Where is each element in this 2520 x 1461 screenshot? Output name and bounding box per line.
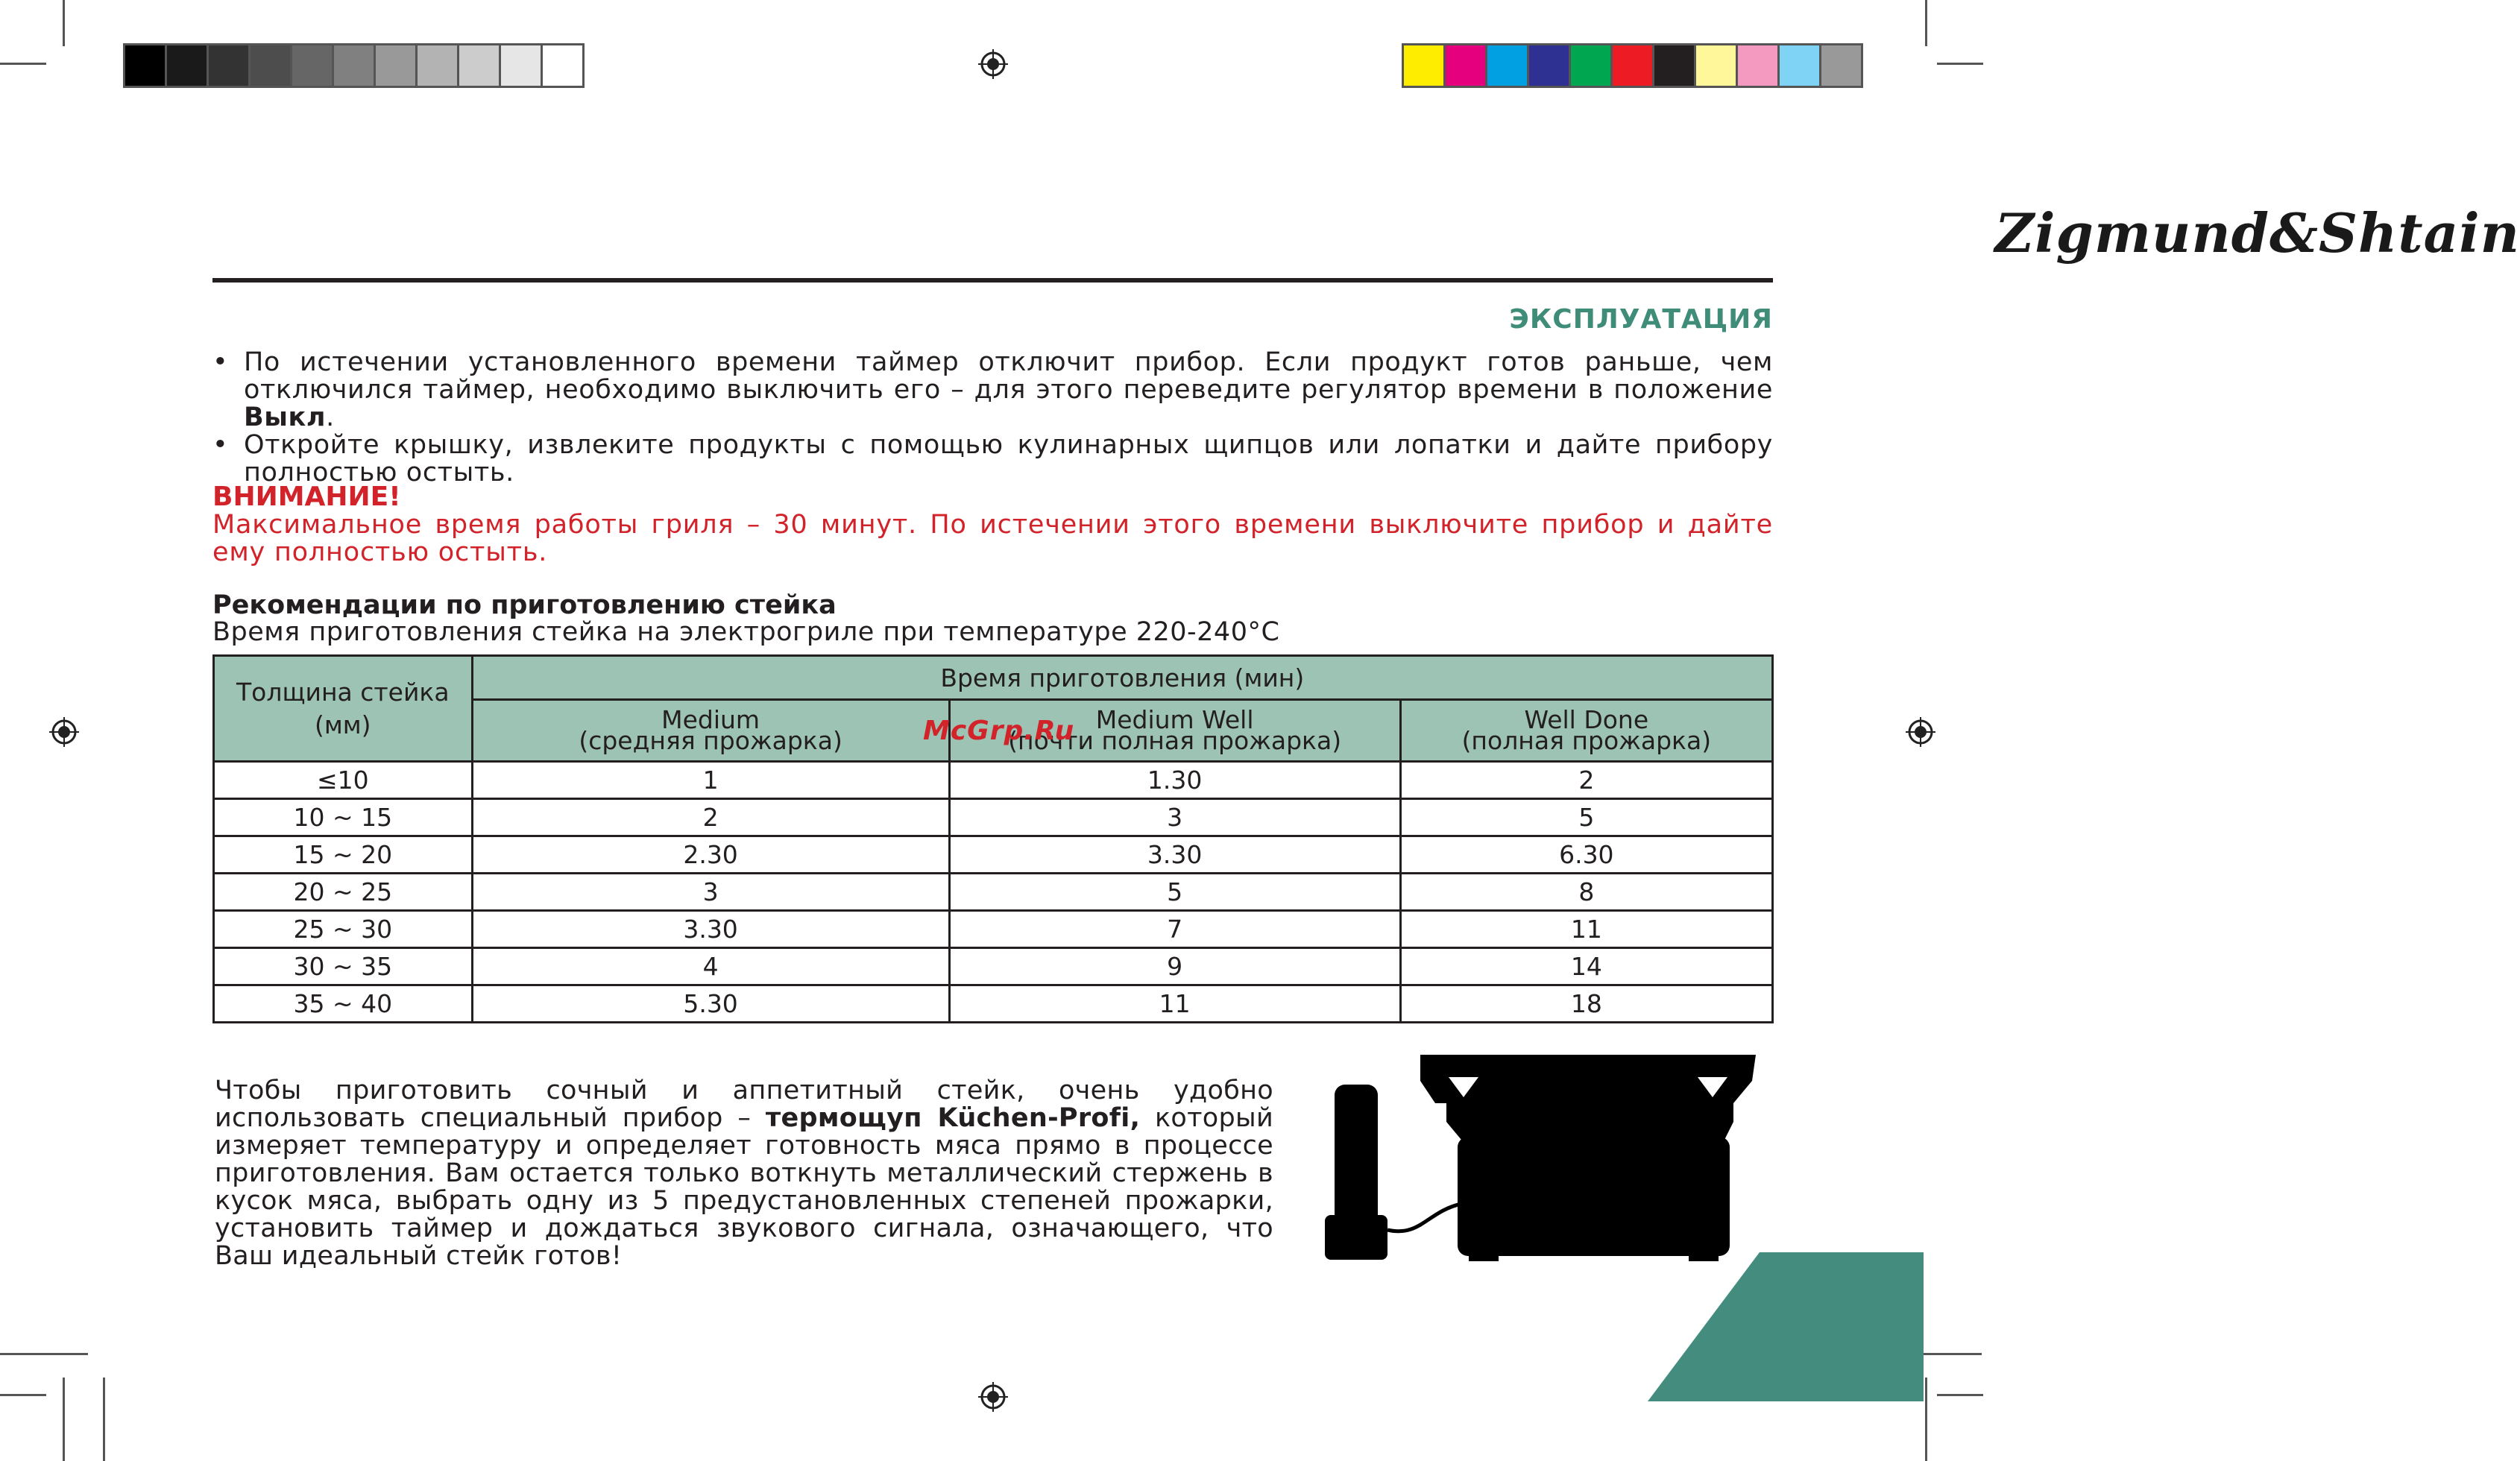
color-swatch bbox=[459, 45, 501, 86]
crop-mark bbox=[0, 1394, 46, 1396]
color-swatch bbox=[376, 45, 418, 86]
table-cell: ≤10 bbox=[214, 762, 473, 799]
registration-mark-icon bbox=[1906, 717, 1935, 747]
column-header-well-done bbox=[1400, 700, 1772, 762]
thickness-header-label: Толщина стейка bbox=[236, 677, 450, 707]
color-swatch bbox=[292, 45, 334, 86]
column-header-medium bbox=[472, 700, 949, 762]
table-cell: 3.30 bbox=[949, 836, 1400, 874]
table-cell: 5 bbox=[949, 874, 1400, 911]
color-swatch bbox=[1404, 45, 1446, 86]
table-cell: 2 bbox=[472, 799, 949, 836]
color-swatch bbox=[1571, 45, 1613, 86]
thickness-header-unit: (мм) bbox=[315, 710, 371, 739]
table-cell: 20 ~ 25 bbox=[214, 874, 473, 911]
brand-logo: Zigmund&Shtain bbox=[1994, 201, 2520, 265]
corner-decoration bbox=[1648, 1252, 1924, 1401]
paragraph-text: Чтобы приготовить сочный и аппетитный стейк, очень удобно использовать специальный прибор – bbox=[215, 1076, 1273, 1133]
color-swatch bbox=[501, 45, 543, 86]
instruction-list bbox=[212, 349, 1773, 487]
column-note: (средняя прожарка) bbox=[579, 726, 842, 755]
table-cell: 1 bbox=[472, 762, 949, 799]
grill-and-thermoprobe-image bbox=[1316, 1051, 1763, 1263]
paragraph-bold: термощуп Küchen-Profi, bbox=[765, 1103, 1141, 1133]
warning-title: ВНИМАНИЕ! bbox=[212, 482, 401, 512]
column-name: Well Done bbox=[1524, 705, 1649, 734]
thickness-header bbox=[214, 656, 473, 762]
recommendations-title: Рекомендации по приготовлению стейка bbox=[212, 590, 837, 620]
table-cell: 18 bbox=[1400, 985, 1772, 1023]
color-swatch bbox=[167, 45, 209, 86]
registration-mark-icon bbox=[978, 49, 1008, 79]
crop-mark bbox=[63, 0, 65, 46]
color-swatch bbox=[543, 45, 582, 86]
table-cell: 11 bbox=[1400, 911, 1772, 948]
color-swatch bbox=[1613, 45, 1654, 86]
table-row bbox=[214, 799, 1773, 836]
table-row bbox=[214, 874, 1773, 911]
crop-mark bbox=[1925, 0, 1927, 46]
column-name: Medium bbox=[661, 705, 760, 734]
color-swatch bbox=[1654, 45, 1696, 86]
table-row bbox=[214, 985, 1773, 1023]
gray-swatch-bar bbox=[123, 43, 585, 88]
header-rule bbox=[212, 278, 1773, 283]
steak-time-table bbox=[212, 654, 1774, 1023]
column-name: Medium Well bbox=[1095, 705, 1254, 734]
crop-mark bbox=[0, 63, 46, 65]
table-row bbox=[214, 762, 1773, 799]
table-cell: 30 ~ 35 bbox=[214, 948, 473, 985]
crop-mark bbox=[63, 1378, 65, 1461]
color-swatch-bar bbox=[1402, 43, 1863, 88]
crop-mark bbox=[0, 1353, 88, 1355]
table-cell: 8 bbox=[1400, 874, 1772, 911]
color-swatch bbox=[209, 45, 251, 86]
color-swatch bbox=[1446, 45, 1487, 86]
column-note: (почти полная прожарка) bbox=[1008, 726, 1342, 755]
color-swatch bbox=[1738, 45, 1780, 86]
bullet-tail: . bbox=[326, 403, 335, 432]
color-swatch bbox=[125, 45, 167, 86]
table-cell: 3 bbox=[949, 799, 1400, 836]
recommendations-subtitle: Время приготовления стейка на электрогриле при температуре 220-240°С bbox=[212, 617, 1280, 647]
watermark: McGrp.Ru bbox=[923, 716, 1075, 746]
registration-mark-icon bbox=[978, 1382, 1008, 1412]
table-cell: 10 ~ 15 bbox=[214, 799, 473, 836]
color-swatch bbox=[1529, 45, 1571, 86]
color-swatch bbox=[1780, 45, 1821, 86]
color-swatch bbox=[1696, 45, 1738, 86]
table-cell: 11 bbox=[949, 985, 1400, 1023]
thermoprobe-paragraph bbox=[215, 1077, 1273, 1270]
table-cell: 5 bbox=[1400, 799, 1772, 836]
table-row bbox=[214, 836, 1773, 874]
registration-mark-icon bbox=[49, 717, 79, 747]
crop-mark bbox=[1937, 63, 1983, 65]
table-cell: 25 ~ 30 bbox=[214, 911, 473, 948]
warning-text: Максимальное время работы гриля – 30 минут. По истечении этого времени выключите прибор и дайте ему полностью остыть. bbox=[212, 510, 1773, 567]
crop-mark bbox=[1925, 1378, 1927, 1461]
crop-mark bbox=[1937, 1394, 1983, 1396]
table-cell: 2.30 bbox=[472, 836, 949, 874]
paragraph-text: который измеряет температуру и определяет готовность мяса прямо в процессе приготовления. Вам остается только воткнуть металлический стержень в кусок мяса, выбрать одну из 5 предустановленных степеней прожарки, установить таймер и дождаться звукового сигнала, означающего, что Ваш идеальный стейк готов! bbox=[215, 1103, 1273, 1271]
list-item bbox=[212, 349, 1773, 432]
table-row bbox=[214, 911, 1773, 948]
list-item bbox=[212, 432, 1773, 487]
color-swatch bbox=[1821, 45, 1861, 86]
bullet-text: По истечении установленного времени таймер отключит прибор. Если продукт готов раньше, чем отключился таймер, необходимо выключить его – для этого переведите регулятор времени в положение bbox=[244, 347, 1773, 405]
table-cell: 3 bbox=[472, 874, 949, 911]
table-cell: 35 ~ 40 bbox=[214, 985, 473, 1023]
color-swatch bbox=[334, 45, 376, 86]
crop-mark bbox=[103, 1378, 105, 1461]
table-cell: 9 bbox=[949, 948, 1400, 985]
column-note: (полная прожарка) bbox=[1461, 726, 1712, 755]
time-header: Время приготовления (мин) bbox=[472, 656, 1772, 700]
color-swatch bbox=[251, 45, 292, 86]
table-row bbox=[214, 948, 1773, 985]
bullet-text: Откройте крышку, извлеките продукты с помощью кулинарных щипцов или лопатки и дайте прибору полностью остыть. bbox=[244, 430, 1773, 487]
table-cell: 3.30 bbox=[472, 911, 949, 948]
table-cell: 4 bbox=[472, 948, 949, 985]
table-cell: 1.30 bbox=[949, 762, 1400, 799]
table-cell: 14 bbox=[1400, 948, 1772, 985]
color-swatch bbox=[418, 45, 459, 86]
table-cell: 7 bbox=[949, 911, 1400, 948]
table-cell: 2 bbox=[1400, 762, 1772, 799]
bullet-bold: Выкл bbox=[244, 403, 327, 432]
table-cell: 15 ~ 20 bbox=[214, 836, 473, 874]
color-swatch bbox=[1487, 45, 1529, 86]
table-cell: 6.30 bbox=[1400, 836, 1772, 874]
table-cell: 5.30 bbox=[472, 985, 949, 1023]
section-title: ЭКСПЛУАТАЦИЯ bbox=[1509, 304, 1773, 335]
